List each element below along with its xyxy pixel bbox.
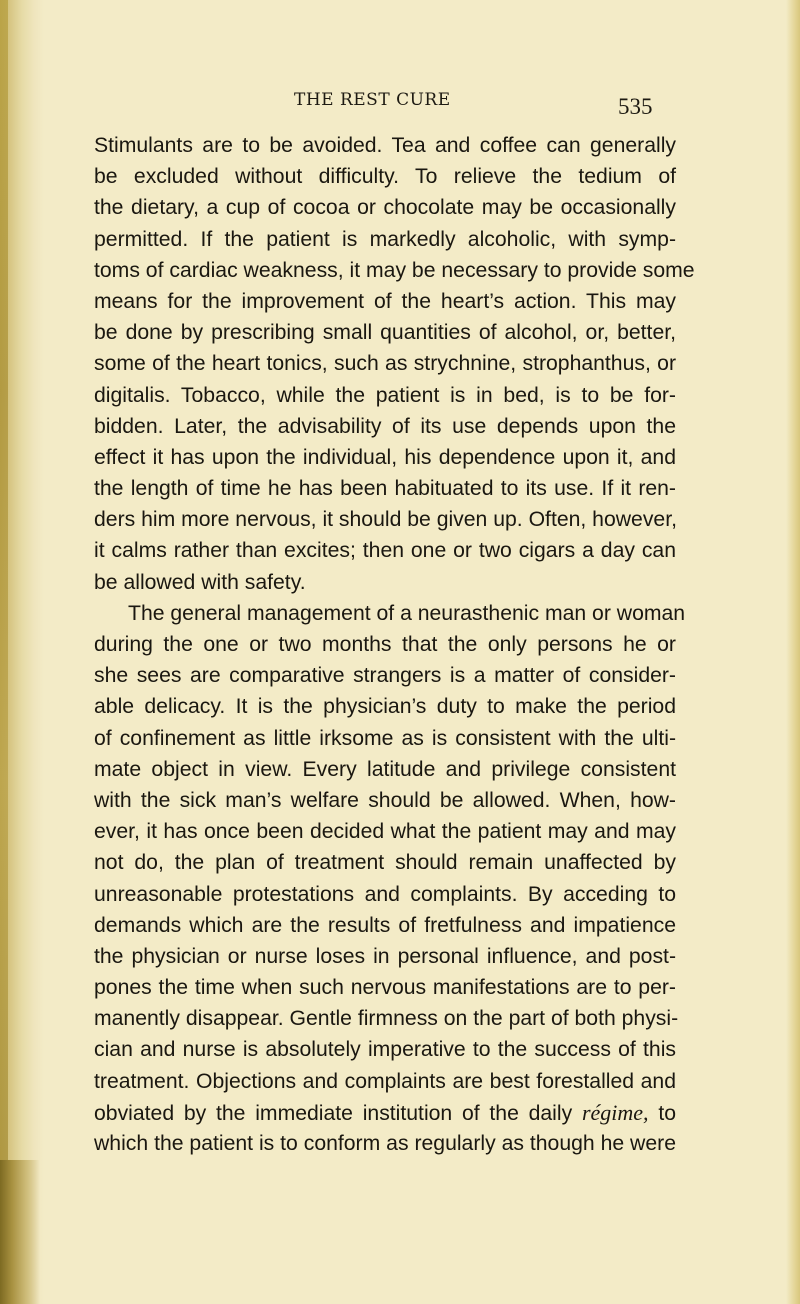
text-line: effect it has upon the individual, his dependence upon it, and (94, 445, 676, 469)
text-line: be done by prescribing small quantities of alcohol, or, better, (94, 321, 676, 345)
text-line: of confinement as little irksome as is consistent with the ulti- (94, 726, 676, 750)
text-line: treatment. Objections and complaints are best forestalled and (94, 1069, 676, 1093)
paragraph-2 (94, 598, 686, 1159)
text-line-final: which the patient is to conform as regularly as though he were (94, 1132, 676, 1155)
page-number: 535 (618, 94, 653, 119)
text-line-with-italic (94, 1097, 676, 1128)
text-line: Stimulants are to be avoided. Tea and coffee can generally (94, 134, 676, 157)
text-line: during the one or two months that the only persons he or (94, 633, 676, 656)
text-line: The general management of a neurasthenic man or woman (128, 601, 686, 625)
text-line: not do, the plan of treatment should remain unaffected by (94, 851, 676, 875)
text-line: demands which are the results of fretfulness and impatience (94, 913, 676, 937)
text-line: digitalis. Tobacco, while the patient is in bed, is to be for- (94, 383, 676, 407)
text-line: be allowed with safety. (94, 570, 306, 594)
italic-line-before: obviated by the immediate institution of the daily (94, 1101, 582, 1125)
text-line: able delicacy. It is the physician’s duty to make the period (94, 695, 676, 719)
page-edge-right (786, 0, 800, 1304)
page-header (0, 90, 800, 120)
text-line: be excluded without difficulty. To relieve the tedium of (94, 165, 676, 189)
binding-edge (0, 0, 8, 1304)
text-line: she sees are comparative strangers is a matter of consider- (94, 664, 676, 688)
text-line: the dietary, a cup of cocoa or chocolate may be occasionally (94, 196, 676, 220)
text-line: unreasonable protestations and complaints. By acceding to (94, 882, 676, 906)
binding-corner-shadow (0, 1160, 40, 1304)
italic-line-after: to (648, 1101, 676, 1125)
text-line: manently disappear. Gentle firmness on the part of both physi- (94, 1007, 679, 1031)
text-line: with the sick man’s welfare should be allowed. When, how- (94, 788, 676, 812)
body-text (94, 130, 695, 1159)
text-line: it calms rather than excites; then one or two cigars a day can (94, 539, 676, 563)
paragraph-1 (94, 130, 695, 598)
text-line: means for the improvement of the heart’s action. This may (94, 289, 676, 313)
text-line: the length of time he has been habituated to its use. If it ren- (94, 477, 676, 501)
text-line: bidden. Later, the advisability of its use depends upon the (94, 414, 676, 438)
italic-word-regime: régime, (581, 1099, 649, 1125)
text-line: the physician or nurse loses in personal influence, and post- (94, 944, 676, 968)
text-line: pones the time when such nervous manifestations are to per- (94, 976, 676, 1000)
text-line: permitted. If the patient is markedly alcoholic, with symp- (94, 227, 676, 251)
running-title: THE REST CURE (294, 90, 451, 110)
text-line: ders him more nervous, it should be given up. Often, however, (94, 508, 677, 532)
text-line: mate object in view. Every latitude and privilege consistent (94, 757, 676, 781)
text-line: toms of cardiac weakness, it may be necessary to provide some (94, 258, 695, 282)
text-line: ever, it has once been decided what the patient may and may (94, 820, 676, 844)
text-line: some of the heart tonics, such as strychnine, strophanthus, or (94, 352, 676, 376)
text-line: cian and nurse is absolutely imperative to the success of this (94, 1038, 676, 1062)
